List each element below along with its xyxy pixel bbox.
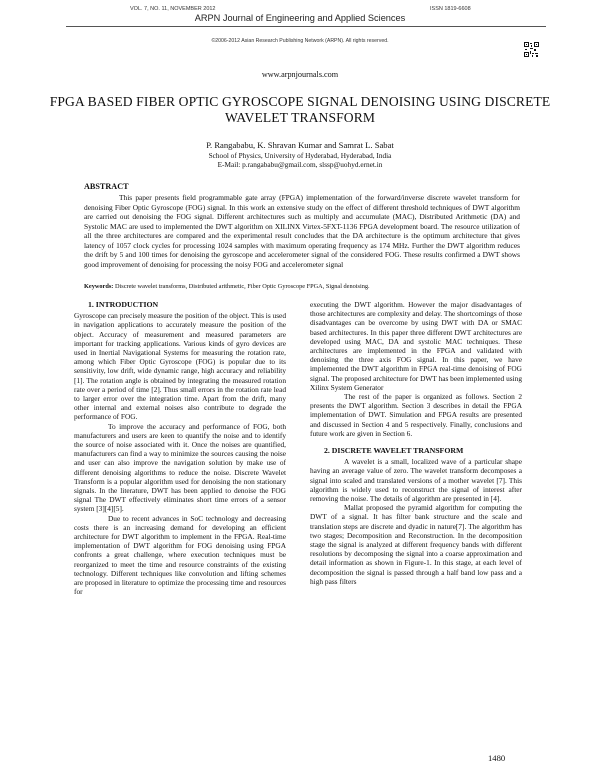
issn: ISSN 1819-6608	[430, 6, 471, 12]
right-column	[310, 300, 522, 586]
abstract-text: This paper presents field programmable gate array (FPGA) implementation of the forward/inverse discrete wavelet transform for denoising Fiber Optic Gyroscope (FOG) signal. In this work an extensive study on the effect of different threshold techniques of DWT algorithm are carried out denoising the FOG signal. Different architectures such as multiply and accumulate (MAC), Distributed Arithmetic (DA) and Systolic MAC are used to implemented the DWT algorithm on XILINX Virtex-5FXT-1136 FPGA development board. The resource utilization of all the three architectures are compared and the experimental result concludes that the DA architecture is the optimum architecture that gives latency of 1057 clock cycles for processing 1024 samples with maximum operating frequency as 174 MHz. Further the DWT algorithm reduces the drift by 5 and 100 times for denoising the gyroscope and accelerometer signal of the considered FOG. These results confirmed a DWT shows good improvement of denoising for processing the noisy FOG and accelerometer signal	[84, 193, 520, 269]
keywords-label: Keywords:	[84, 283, 114, 290]
section-gap	[310, 438, 522, 446]
author-affiliation	[0, 151, 600, 169]
volume-info: VOL. 7, NO. 11, NOVEMBER 2012	[130, 6, 216, 12]
qr-code-icon	[524, 42, 539, 57]
journal-name: ARPN Journal of Engineering and Applied Sciences	[194, 13, 406, 23]
section-heading-introduction: 1. INTRODUCTION	[88, 300, 159, 309]
email-line: E-Mail: p.rangababu@gmail.com, slssp@uohyd.ernet.in	[217, 160, 383, 169]
paragraph: A wavelet is a small, localized wave of a particular shape having an average value of zero. The wavelet transform decomposes a signal into scaled and translated versions of a mother wavelet [7]. This algorithm is widely used to reconstruct the signal of interest after removing the noise. The details of algorithm are presented in [4].	[310, 457, 522, 504]
keywords	[84, 283, 520, 290]
paragraph: Due to recent advances in SoC technology and decreasing costs there is an increasing demand for developing an efficient architecture for DWT algorithm to implement in the FPGA. Real-time implementation of DWT algorithm for FOG denoising using FPGA confronts a great challenge, where execution techniques must be reorganized to meet the time and resource constraints of the existing technology. Different techniques like convolution and lifting schemes are proposed in literature to optimize the processing time and resources for	[74, 513, 286, 597]
abstract-heading: ABSTRACT	[84, 182, 129, 191]
paragraph: Gyroscope can precisely measure the position of the object. This is used in navigation applications to accurately measure the position of the object. Accuracy of measurement and measured parameters are important for tracking applications. Various kinds of gyro devices are used in Inertial Navigational Systems for measuring the rotation rate, among which Fiber Optic Gyroscope (FOG) is popular due to its sensitivity, low drift, wide dynamic range, high accuracy and reliability [1]. The rotation angle is obtained by integrating the measured rotation rate over a period of time [2]. Thus small errors in the rotation rate lead to larger error over the integration time. Apart from the drift, many other internal and external noises also contribute to degrade the performance of FOG.	[74, 311, 286, 422]
left-column	[74, 300, 286, 597]
header-rule	[66, 26, 546, 27]
keywords-text: Discrete wavelet transforms, Distributed arithmetic, Fiber Optic Gyroscope FPGA, Signal denoising.	[114, 283, 370, 290]
paragraph: The rest of the paper is organized as follows. Section 2 presents the DWT algorithm. Section 3 describes in detail the FPGA implementation of DWT. Simulation and FPGA results are presented and discussed in Section 4 and 5 respectively. Finally, conclusions and future work are given in Section 6.	[310, 392, 522, 438]
paper-authors: P. Rangababu, K. Shravan Kumar and Samrat L. Sabat	[206, 140, 394, 150]
page-number: 1480	[488, 753, 506, 763]
copyright-notice: ©2006-2012 Asian Research Publishing Network (ARPN). All rights reserved.	[211, 38, 389, 44]
paragraph: To improve the accuracy and performance of FOG, both manufacturers and users are keen to quantify the noise and to identify the source of noise associated with it. Once the noises are quantified, manufacturers can find a way to minimize the sources causing the noise and user can also improve the navigation solution by make use of different denoising algorithms to reduce the noise. Discrete Wavelet Transform is a popular algorithm used for denoising the non stationary signals. In the literature, DWT has been applied to denoise the FOG signal The DWT effectively eliminates short time errors of a sensor system [3][4][5].	[74, 421, 286, 514]
paragraph: executing the DWT algorithm. However the major disadvantages of those architectures are complexity and delay. The shortcomings of those disadvantages can be overcome by using DWT with DA or SMAC based architectures. In this paper three different DWT architectures are developed using MAC, DA and systolic MAC techniques. These architectures are implemented in the FPGA and validated with denoising the three axis FOG signal. In this paper, we have implemented the DWT algorithm in FPGA real-time denoising of FOG signal. The proposed architecture for DWT has been implemented using Xilinx System Generator	[310, 300, 522, 392]
affiliation-line: School of Physics, University of Hyderabad, Hyderabad, India	[208, 151, 392, 160]
paragraph: Mallat proposed the pyramid algorithm for computing the DWT of a signal. It has filter bank structure and the scale and translation steps are discrete and dyadic in nature[7]. The algorithm has two stages; Decomposition and Reconstruction. In the decomposition stage the signal is analyzed at different frequency bands with different resolutions by decomposing the signal into a coarse approximation and detail information as shown in Figure-1. In this stage, at each level of decomposition the signal is passed through a half band low pass and a high pass filters	[310, 503, 522, 586]
journal-website: www.arpnjournals.com	[261, 70, 339, 79]
section-heading-dwt: 2. DISCRETE WAVELET TRANSFORM	[324, 446, 464, 456]
paper-title: FPGA BASED FIBER OPTIC GYROSCOPE SIGNAL DENOISING USING DISCRETE WAVELET TRANSFORM	[49, 94, 551, 125]
